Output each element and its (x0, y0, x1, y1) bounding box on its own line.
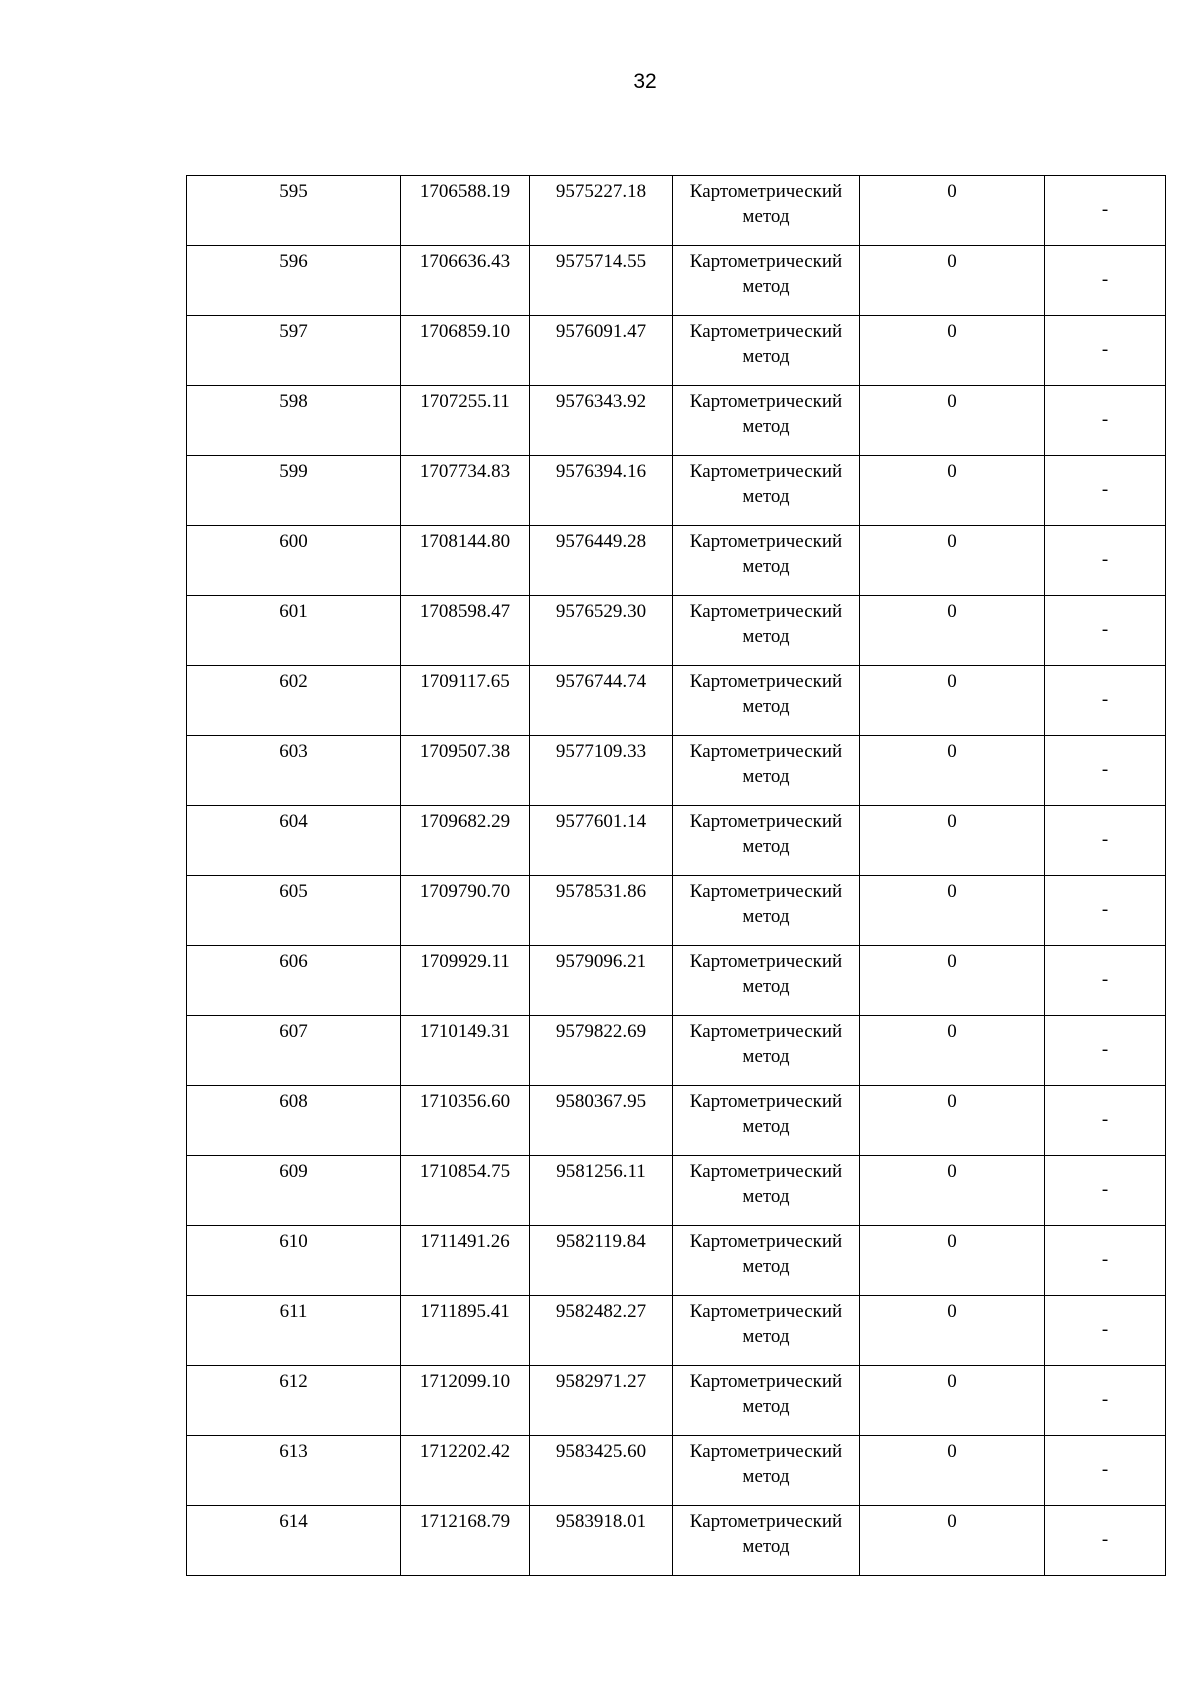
method-cell: Картометрический метод (673, 876, 860, 946)
x-coordinate-cell: 1712168.79 (401, 1506, 530, 1576)
table-row (187, 1226, 1166, 1296)
point-number-cell: 614 (187, 1506, 401, 1576)
method-cell: Картометрический метод (673, 666, 860, 736)
table-row (187, 1156, 1166, 1226)
y-coordinate-cell: 9583918.01 (530, 1506, 673, 1576)
y-coordinate-cell: 9576091.47 (530, 316, 673, 386)
error-cell: 0 (860, 946, 1045, 1016)
table-row (187, 806, 1166, 876)
method-cell: Картометрический метод (673, 806, 860, 876)
y-coordinate-cell: 9577601.14 (530, 806, 673, 876)
x-coordinate-cell: 1712099.10 (401, 1366, 530, 1436)
note-cell: - (1045, 1296, 1166, 1366)
table-row (187, 526, 1166, 596)
error-cell: 0 (860, 596, 1045, 666)
method-cell: Картометрический метод (673, 456, 860, 526)
method-cell: Картометрический метод (673, 1366, 860, 1436)
error-cell: 0 (860, 806, 1045, 876)
y-coordinate-cell: 9577109.33 (530, 736, 673, 806)
point-number-cell: 601 (187, 596, 401, 666)
x-coordinate-cell: 1707255.11 (401, 386, 530, 456)
note-cell: - (1045, 526, 1166, 596)
point-number-cell: 598 (187, 386, 401, 456)
table-row (187, 1436, 1166, 1506)
y-coordinate-cell: 9583425.60 (530, 1436, 673, 1506)
y-coordinate-cell: 9579822.69 (530, 1016, 673, 1086)
method-cell: Картометрический метод (673, 736, 860, 806)
method-cell: Картометрический метод (673, 596, 860, 666)
x-coordinate-cell: 1708144.80 (401, 526, 530, 596)
note-cell: - (1045, 1156, 1166, 1226)
x-coordinate-cell: 1710854.75 (401, 1156, 530, 1226)
y-coordinate-cell: 9580367.95 (530, 1086, 673, 1156)
table-row (187, 1296, 1166, 1366)
coordinates-table (186, 175, 1166, 1576)
error-cell: 0 (860, 876, 1045, 946)
note-cell: - (1045, 1226, 1166, 1296)
note-cell: - (1045, 806, 1166, 876)
method-cell: Картометрический метод (673, 1436, 860, 1506)
note-cell: - (1045, 596, 1166, 666)
method-cell: Картометрический метод (673, 1016, 860, 1086)
x-coordinate-cell: 1709790.70 (401, 876, 530, 946)
error-cell: 0 (860, 1366, 1045, 1436)
table-row (187, 1506, 1166, 1576)
error-cell: 0 (860, 176, 1045, 246)
x-coordinate-cell: 1710356.60 (401, 1086, 530, 1156)
y-coordinate-cell: 9575714.55 (530, 246, 673, 316)
table-row (187, 316, 1166, 386)
table-row (187, 386, 1166, 456)
x-coordinate-cell: 1711491.26 (401, 1226, 530, 1296)
y-coordinate-cell: 9576343.92 (530, 386, 673, 456)
table-row (187, 456, 1166, 526)
note-cell: - (1045, 386, 1166, 456)
error-cell: 0 (860, 666, 1045, 736)
method-cell: Картометрический метод (673, 386, 860, 456)
point-number-cell: 604 (187, 806, 401, 876)
error-cell: 0 (860, 1226, 1045, 1296)
note-cell: - (1045, 1506, 1166, 1576)
point-number-cell: 612 (187, 1366, 401, 1436)
y-coordinate-cell: 9582482.27 (530, 1296, 673, 1366)
error-cell: 0 (860, 1296, 1045, 1366)
x-coordinate-cell: 1709507.38 (401, 736, 530, 806)
error-cell: 0 (860, 1506, 1045, 1576)
y-coordinate-cell: 9576449.28 (530, 526, 673, 596)
error-cell: 0 (860, 316, 1045, 386)
note-cell: - (1045, 1086, 1166, 1156)
method-cell: Картометрический метод (673, 316, 860, 386)
point-number-cell: 595 (187, 176, 401, 246)
error-cell: 0 (860, 1156, 1045, 1226)
error-cell: 0 (860, 386, 1045, 456)
x-coordinate-cell: 1709682.29 (401, 806, 530, 876)
y-coordinate-cell: 9582119.84 (530, 1226, 673, 1296)
note-cell: - (1045, 176, 1166, 246)
method-cell: Картометрический метод (673, 1296, 860, 1366)
error-cell: 0 (860, 1016, 1045, 1086)
error-cell: 0 (860, 456, 1045, 526)
method-cell: Картометрический метод (673, 1086, 860, 1156)
table-row (187, 176, 1166, 246)
point-number-cell: 602 (187, 666, 401, 736)
method-cell: Картометрический метод (673, 246, 860, 316)
note-cell: - (1045, 246, 1166, 316)
table-row (187, 736, 1166, 806)
point-number-cell: 607 (187, 1016, 401, 1086)
error-cell: 0 (860, 1436, 1045, 1506)
method-cell: Картометрический метод (673, 946, 860, 1016)
note-cell: - (1045, 316, 1166, 386)
y-coordinate-cell: 9581256.11 (530, 1156, 673, 1226)
x-coordinate-cell: 1706588.19 (401, 176, 530, 246)
x-coordinate-cell: 1706636.43 (401, 246, 530, 316)
table-row (187, 666, 1166, 736)
note-cell: - (1045, 876, 1166, 946)
point-number-cell: 596 (187, 246, 401, 316)
coordinates-table-body (187, 176, 1166, 1576)
point-number-cell: 610 (187, 1226, 401, 1296)
point-number-cell: 611 (187, 1296, 401, 1366)
table-row (187, 596, 1166, 666)
x-coordinate-cell: 1709117.65 (401, 666, 530, 736)
table-row (187, 876, 1166, 946)
x-coordinate-cell: 1711895.41 (401, 1296, 530, 1366)
point-number-cell: 608 (187, 1086, 401, 1156)
method-cell: Картометрический метод (673, 176, 860, 246)
table-row (187, 1016, 1166, 1086)
x-coordinate-cell: 1710149.31 (401, 1016, 530, 1086)
note-cell: - (1045, 1436, 1166, 1506)
x-coordinate-cell: 1707734.83 (401, 456, 530, 526)
y-coordinate-cell: 9576744.74 (530, 666, 673, 736)
point-number-cell: 599 (187, 456, 401, 526)
note-cell: - (1045, 946, 1166, 1016)
y-coordinate-cell: 9576529.30 (530, 596, 673, 666)
point-number-cell: 597 (187, 316, 401, 386)
point-number-cell: 600 (187, 526, 401, 596)
method-cell: Картометрический метод (673, 1226, 860, 1296)
table-row (187, 1086, 1166, 1156)
error-cell: 0 (860, 526, 1045, 596)
x-coordinate-cell: 1709929.11 (401, 946, 530, 1016)
x-coordinate-cell: 1712202.42 (401, 1436, 530, 1506)
note-cell: - (1045, 1366, 1166, 1436)
y-coordinate-cell: 9579096.21 (530, 946, 673, 1016)
method-cell: Картометрический метод (673, 1156, 860, 1226)
y-coordinate-cell: 9582971.27 (530, 1366, 673, 1436)
y-coordinate-cell: 9578531.86 (530, 876, 673, 946)
method-cell: Картометрический метод (673, 1506, 860, 1576)
x-coordinate-cell: 1708598.47 (401, 596, 530, 666)
note-cell: - (1045, 456, 1166, 526)
error-cell: 0 (860, 246, 1045, 316)
x-coordinate-cell: 1706859.10 (401, 316, 530, 386)
table-row (187, 246, 1166, 316)
error-cell: 0 (860, 1086, 1045, 1156)
note-cell: - (1045, 736, 1166, 806)
error-cell: 0 (860, 736, 1045, 806)
table-row (187, 1366, 1166, 1436)
table-row (187, 946, 1166, 1016)
note-cell: - (1045, 666, 1166, 736)
point-number-cell: 613 (187, 1436, 401, 1506)
y-coordinate-cell: 9576394.16 (530, 456, 673, 526)
point-number-cell: 605 (187, 876, 401, 946)
point-number-cell: 603 (187, 736, 401, 806)
point-number-cell: 606 (187, 946, 401, 1016)
page-number: 32 (633, 70, 657, 93)
method-cell: Картометрический метод (673, 526, 860, 596)
note-cell: - (1045, 1016, 1166, 1086)
point-number-cell: 609 (187, 1156, 401, 1226)
y-coordinate-cell: 9575227.18 (530, 176, 673, 246)
